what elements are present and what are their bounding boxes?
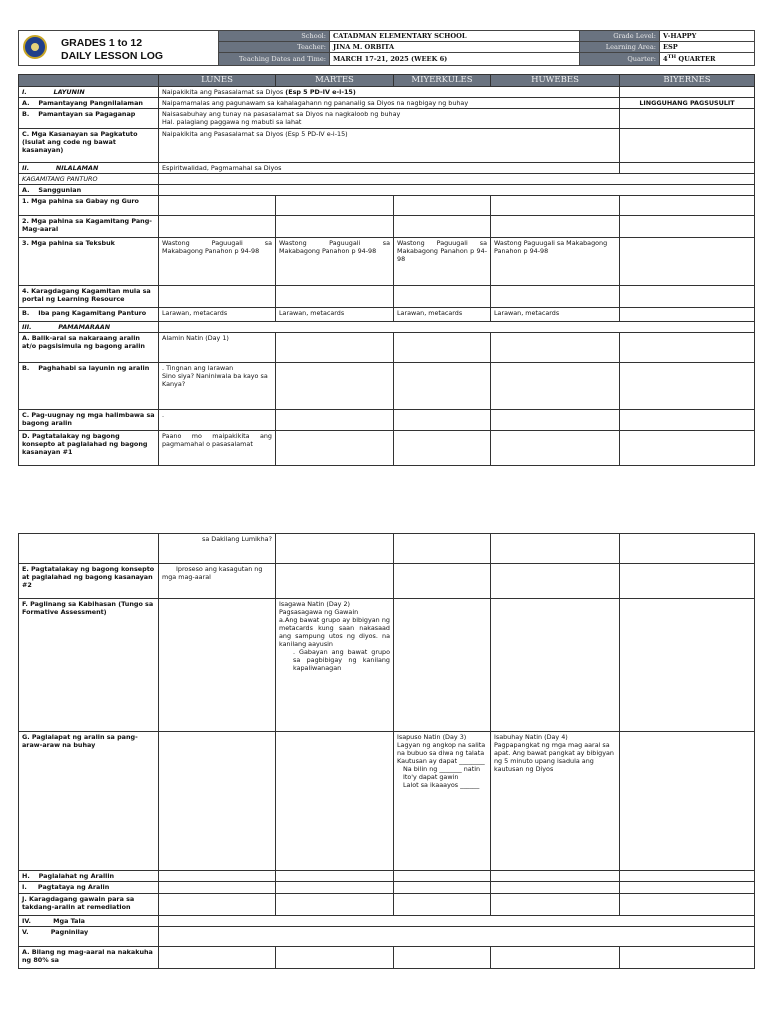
row-iba-pang-kagamitan: B. Iba pang Kagamitang Panturo: [19, 308, 159, 322]
row-pamamaraan: III. PAMAMARAAN: [19, 322, 159, 333]
pamantayan-sa-pagaganap-value: Naisasabuhay ang tunay na pasasalamat sa Diyos na nagkaloob ng buhay Hal. palagiang paggawa ng mabuti sa lahat: [159, 109, 620, 129]
paglinang-martes: Isagawa Natin (Day 2) Pagsasagawa ng Gawain a.Ang bawat grupo ay bibigyan ng metacards kung saan nakasaad ang sampung utos ng diyos. na kanilang aayusin . Gabayan ang bawat grupo sa pagbibigay ng kanilang kapaliwanagan: [276, 599, 394, 732]
paglalapat-miyerkules: Isapuso Natin (Day 3) Lagyan ng angkop na salita na bubuo sa diwa ng talata Kautusan ay dapat ________ Na bilin ng _______ natin Ito'y dapat gawin Lalot sa ikaaayos ______: [394, 732, 491, 871]
biyernes-note: LINGGUHANG PAGSUSULIT: [620, 98, 755, 109]
teksbuk-huwebes: Wastong Paguugali sa Makabagong Panahon p 94-98: [491, 238, 620, 286]
row-teksbuk: 3. Mga pahina sa Teksbuk: [19, 238, 159, 286]
quarter-label: Quarter:: [580, 53, 660, 66]
row-paglalahat: H. Paglalahat ng Arallin: [19, 871, 159, 882]
dates-label: Teaching Dates and Time:: [219, 53, 330, 66]
row-sanggunian: A. Sanggunian: [19, 185, 159, 196]
teksbuk-miyerkules: Wastong Paguugali sa Makabagong Panahon p 94-98: [394, 238, 491, 286]
iba-pang-martes: Larawan, metacards: [276, 308, 394, 322]
iba-pang-huwebes: Larawan, metacards: [491, 308, 620, 322]
pagtatalakay-2-lunes: Iproseso ang kasagutan ng mga mag-aaral: [159, 564, 276, 599]
pag-uugnay-lunes: .: [159, 410, 276, 431]
row-layunin: I. LAYUNIN: [19, 87, 159, 98]
day-header-biyernes: BIYERNES: [620, 75, 755, 87]
layunin-value: Naipakikita ang Pasasalamat sa Diyos (Esp 5 PD-IV e-i-15): [159, 87, 620, 98]
teksbuk-martes: Wastong Paguugali sa Makabagong Panahon p 94-98: [276, 238, 394, 286]
row-gabay-ng-guro: 1. Mga pahina sa Gabay ng Guro: [19, 196, 159, 216]
row-pamantayan-sa-pagaganap: B. Pamantayan sa Pagaganap: [19, 109, 159, 129]
pagtatalakay-1-lunes: Paano mo maipakikita ang pagmamahal o pasasalamat: [159, 431, 276, 466]
day-header-martes: MARTES: [276, 75, 394, 87]
area-value: ESP: [660, 42, 755, 53]
paglalapat-huwebes: Isabuhay Natin (Day 4) Pagpapangkat ng mga mag aaral sa apat. Ang bawat pangkat ay bibigyan ng 5 minuto upang isadula ang kautusan ng Diyos: [491, 732, 620, 871]
school-label: School:: [219, 31, 330, 42]
row-paglinang: F. Paglinang sa Kabihasan (Tungo sa Formative Assessment): [19, 599, 159, 732]
day-header-lunes: LUNES: [159, 75, 276, 87]
school-value: CATADMAN ELEMENTARY SCHOOL: [330, 31, 580, 42]
row-mga-tala: IV. Mga Tala: [19, 916, 159, 927]
iba-pang-lunes: Larawan, metacards: [159, 308, 276, 322]
row-pagtatalakay-2: E. Pagtatalakay ng bagong konsepto at paglalahad ng bagong kasanayan #2: [19, 564, 159, 599]
row-bilang-ng-mag-aaral: A. Bilang ng mag-aaral na nakakuha ng 80% sa: [19, 947, 159, 969]
day-header-huwebes: HUWEBES: [491, 75, 620, 87]
row-pagtataya: I. Pagtataya ng Aralin: [19, 882, 159, 894]
corner-header: [19, 75, 159, 87]
iba-pang-miyerkules: Larawan, metacards: [394, 308, 491, 322]
row-karagdagang-kagamitan: 4. Karagdagang Kagamitan mula sa portal ng Learning Resource: [19, 286, 159, 308]
row-paglalapat: G. Paglalapat ng aralin sa pang-araw-araw na buhay: [19, 732, 159, 871]
row-kagamitang-pang-mag-aaral: 2. Mga pahina sa Kagamitang Pang-Mag-aaral: [19, 216, 159, 238]
dates-value: MARCH 17-21, 2025 (WEEK 6): [330, 53, 580, 66]
row-kagamitang-panturo: KAGAMITANG PANTURO: [19, 174, 159, 185]
pamantayang-pangnilalaman-value: Naipamamalas ang pagunawam sa kahalagahann ng pananalig sa Diyos na nagbigay ng buhay: [159, 98, 620, 109]
page-title: GRADES 1 to 12 DAILY LESSON LOG: [61, 37, 164, 62]
row-kasanayan: C. Mga Kasanayan sa Pagkatuto (Isulat ang code ng bawat kasanayan): [19, 129, 159, 163]
area-label: Learning Area:: [580, 42, 660, 53]
kasanayan-value: Naipakikita ang Pasasalamat sa Diyos (Esp 5 PD-IV e-i-15): [159, 129, 620, 163]
row-balik-aral: A. Balik-aral sa nakaraang aralin at/o pagsisimula ng bagong aralin: [19, 333, 159, 363]
teacher-value: JINA M. ORBITA: [330, 42, 580, 53]
continued-lunes: sa Dakilang Lumikha?: [159, 534, 276, 564]
day-header-miyerkules: MIYERKULES: [394, 75, 491, 87]
title-cell: [19, 31, 219, 66]
balik-aral-lunes: Alamin Natin (Day 1): [159, 333, 276, 363]
deped-seal-icon: [23, 35, 47, 59]
row-pamantayang-pangnilalaman: A. Pamantayang Pangnilalaman: [19, 98, 159, 109]
row-pagtatalakay-1: D. Pagtatalakay ng bagong konsepto at paglalahad ng bagong kasanayan #1: [19, 431, 159, 466]
row-pagninilay: V. Pagninilay: [19, 927, 159, 947]
row-karagdagang-gawain: J. Karagdagang gawain para sa takdang-aralin at remediation: [19, 894, 159, 916]
paghahabi-lunes: . Tingnan ang larawan Sino siya? Naniniwala ba kayo sa Kanya?: [159, 363, 276, 410]
lesson-table-page1: [18, 74, 755, 466]
grade-label: Grade Level:: [580, 31, 660, 42]
header-table: [18, 30, 755, 66]
teacher-label: Teacher:: [219, 42, 330, 53]
row-pag-uugnay: C. Pag-uugnay ng mga halimbawa sa bagong aralin: [19, 410, 159, 431]
row-nilalaman: II. NILALAMAN: [19, 163, 159, 174]
lesson-table-page2: [18, 533, 755, 969]
teksbuk-lunes: Wastong Paguugali sa Makabagong Panahon p 94-98: [159, 238, 276, 286]
grade-value: V-HAPPY: [660, 31, 755, 42]
row-paghahabi: B. Paghahabi sa layunin ng aralin: [19, 363, 159, 410]
quarter-value: 4TH QUARTER: [660, 53, 755, 66]
nilalaman-value: Espiritwalidad, Pagmamahal sa Diyos: [159, 163, 620, 174]
